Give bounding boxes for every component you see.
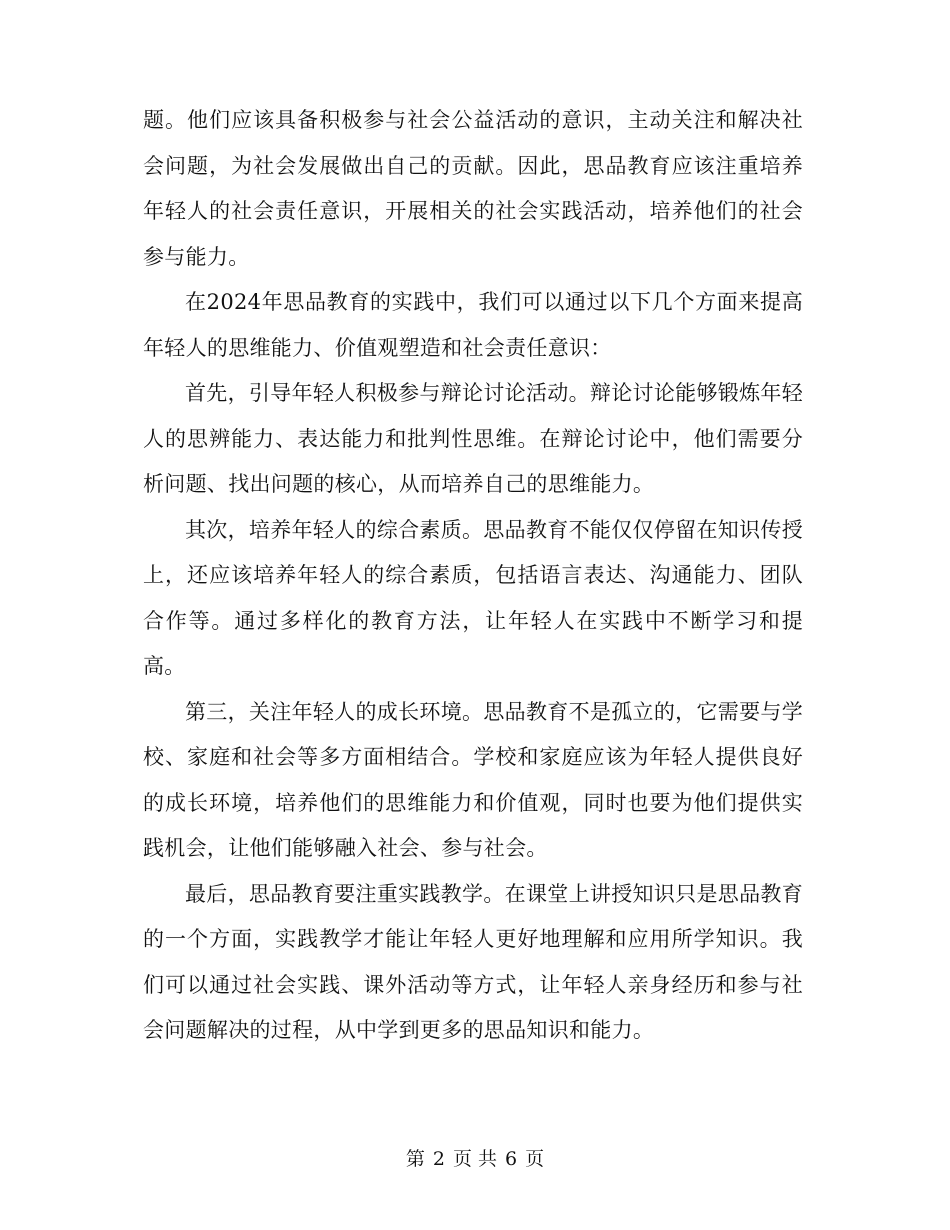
paragraph-first: 首先，引导年轻人积极参与辩论讨论活动。辩论讨论能够锻炼年轻人的思辨能力、表达能力和批判性思维。在辩论讨论中，他们需要分析问题、找出问题的核心，从而培养自己的思维能力。 — [143, 381, 803, 496]
paragraph-intro: 在2024年思品教育的实践中，我们可以通过以下几个方面来提高年轻人的思维能力、价值观塑造和社会责任意识： — [143, 290, 803, 360]
current-page-number: 2 — [432, 1148, 445, 1170]
paragraph-last: 最后，思品教育要注重实践教学。在课堂上讲授知识只是思品教育的一个方面，实践教学才能让年轻人更好地理解和应用所学知识。我们可以通过社会实践、课外活动等方式，让年轻人亲身经历和参与社会问题解决的过程，从中学到更多的思品知识和能力。 — [143, 881, 803, 1042]
footer-middle: 页 共 — [452, 1148, 498, 1170]
document-body — [143, 98, 803, 1054]
footer-suffix: 页 — [525, 1148, 545, 1170]
total-page-number: 6 — [505, 1148, 518, 1170]
paragraph-second: 其次，培养年轻人的综合素质。思品教育不能仅仅停留在知识传授上，还应该培养年轻人的综合素质，包括语言表达、沟通能力、团队合作等。通过多样化的教育方法，让年轻人在实践中不断学习和提高。 — [143, 517, 803, 678]
paragraph-third: 第三，关注年轻人的成长环境。思品教育不是孤立的，它需要与学校、家庭和社会等多方面相结合。学校和家庭应该为年轻人提供良好的成长环境，培养他们的思维能力和价值观，同时也要为他们提供实践机会，让他们能够融入社会、参与社会。 — [143, 699, 803, 860]
paragraph-continued: 题。他们应该具备积极参与社会公益活动的意识，主动关注和解决社会问题，为社会发展做出自己的贡献。因此，思品教育应该注重培养年轻人的社会责任意识，开展相关的社会实践活动，培养他们的社会参与能力。 — [143, 108, 803, 269]
page-footer — [0, 1144, 950, 1174]
footer-prefix: 第 — [405, 1148, 425, 1170]
